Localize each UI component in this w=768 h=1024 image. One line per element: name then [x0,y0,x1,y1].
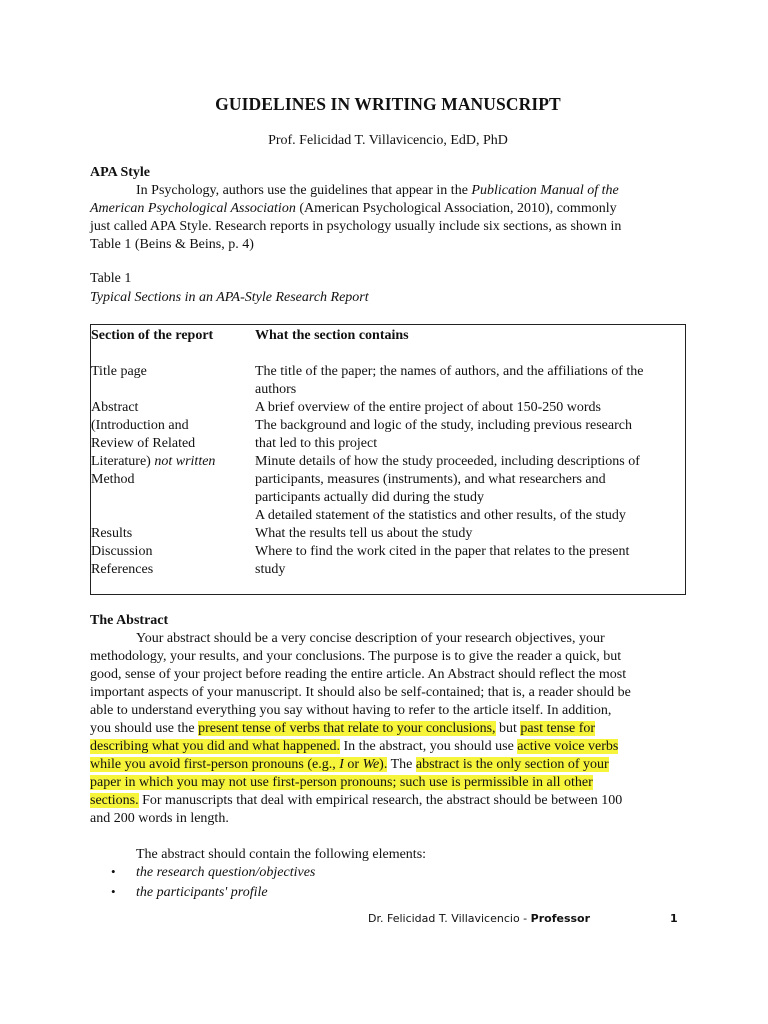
apa-style-heading: APA Style [90,165,151,180]
highlighted-text: paper in which you may not use first-person pronouns; such use is permissible in all other [90,775,593,790]
abstract-line [90,792,686,810]
table-section-cell [91,453,215,471]
text-run: you should use the [90,721,199,736]
text-run: Abstract [91,400,139,415]
table-contents-cell: The background and logic of the study, including previous research [255,418,632,433]
highlighted-text: active voice verbs [517,739,619,754]
abstract-line [90,810,686,828]
text-run: good, sense of your project before reading the entire article. An Abstract should reflect the most [90,667,627,682]
table-contents-cell: participants actually did during the study [255,490,485,505]
abstract-line [90,774,686,792]
abstract-element-item [111,882,315,902]
highlighted-text: past tense for [520,721,596,736]
apa-style-paragraph [90,182,686,254]
text-run: and 200 words in length. [90,811,229,826]
highlighted-text: present tense of verbs that relate to your conclusions, [198,721,496,736]
text-run: For manuscripts that deal with empirical research, the abstract should be between 100 [138,793,623,808]
highlighted-text: describing what you did and what happened. [90,739,340,754]
author-line: Prof. Felicidad T. Villavicencio, EdD, PhD [268,133,508,148]
table-header-contents: What the section contains [255,328,409,343]
table-contents-cell: participants, measures (instruments), and what researchers and [255,472,606,487]
text-run: American Psychological Association [90,201,296,216]
table-contents-cell: Where to find the work cited in the paper that relates to the present [255,544,630,559]
table-section-cell [91,543,152,561]
apa-line [90,182,686,200]
abstract-line [90,756,686,774]
abstract-elements-list [111,862,315,902]
text-run: Literature) [91,454,155,469]
highlighted-text: or [343,757,363,772]
highlighted-text: while you avoid first-person pronouns (e.g., [90,757,340,772]
text-run: important aspects of your manuscript. It should also be self-contained; that is, a reader should be [90,685,631,700]
highlighted-text: sections. [90,793,139,808]
text-run: just called APA Style. Research reports in psychology usually include six sections, as shown in [90,219,622,234]
highlighted-text: ). [379,757,388,772]
table-section-cell [91,471,135,489]
text-run: In the abstract, you should use [340,739,518,754]
highlighted-text: abstract is the only section of your [415,757,609,772]
abstract-heading: The Abstract [90,613,169,628]
abstract-line [90,702,686,720]
text-run: Results [91,526,133,541]
text-run: In Psychology, authors use the guidelines that appear in the [136,183,472,198]
abstract-element-text: the participants' profile [136,885,268,900]
highlighted-text: We [362,757,380,772]
table-section-cell [91,417,189,435]
text-run: not written [154,454,216,469]
apa-line [90,218,686,236]
table-section-cell [91,435,195,453]
sections-table [90,324,686,595]
abstract-line [90,738,686,756]
text-run: Your abstract should be a very concise description of your research objectives, your [136,631,605,646]
abstract-elements-intro: The abstract should contain the following elements: [136,847,427,862]
table-contents-cell: A detailed statement of the statistics and other results, of the study [255,508,626,523]
abstract-element-text: the research question/objectives [136,865,316,880]
abstract-element-item [111,862,315,882]
footer-author-role: Professor [530,912,591,925]
bullet-icon: • [111,884,116,899]
apa-line [90,236,686,254]
page-number: 1 [670,912,678,925]
text-run: methodology, your results, and your conclusions. The purpose is to give the reader a quick, but [90,649,622,664]
table-caption: Typical Sections in an APA-Style Research Report [90,290,369,305]
text-run: able to understand everything you say without having to refer to the article itself. In addition, [90,703,612,718]
abstract-line [90,648,686,666]
table-contents-cell: authors [255,382,297,397]
abstract-line [90,666,686,684]
table-section-cell [91,399,138,417]
table-contents-cell: that led to this project [255,436,378,451]
text-run: The [387,757,416,772]
text-run: Title page [91,364,147,379]
abstract-line [90,684,686,702]
text-run: References [91,562,154,577]
table-contents-cell: study [255,562,286,577]
footer-author-name: Dr. Felicidad T. Villavicencio [368,912,520,925]
abstract-paragraph [90,630,686,828]
table-contents-cell: A brief overview of the entire project of about 150-250 words [255,400,602,415]
table-section-cell [91,525,132,543]
text-run: Review of Related [91,436,196,451]
table-section-cell [91,363,147,381]
text-run: Table 1 (Beins & Beins, p. 4) [90,237,254,252]
text-run: (American Psychological Association, 2010), commonly [295,201,617,216]
text-run: Method [91,472,135,487]
table-contents-cell: What the results tell us about the study [255,526,473,541]
text-run: Discussion [91,544,153,559]
text-run: but [495,721,521,736]
bullet-icon: • [111,864,116,879]
abstract-line [90,720,686,738]
table-contents-cell: The title of the paper; the names of authors, and the affiliations of the [255,364,644,379]
table-contents-cell: Minute details of how the study proceeded, including descriptions of [255,454,640,469]
document-title: GUIDELINES IN WRITING MANUSCRIPT [215,94,561,114]
apa-line [90,200,686,218]
table-header-section: Section of the report [91,328,214,343]
abstract-line [90,630,686,648]
table-label: Table 1 [90,271,132,286]
text-run: Publication Manual of the [471,183,619,198]
table-section-cell [91,561,153,579]
footer-author: Dr. Felicidad T. Villavicencio - Professor [368,912,591,925]
text-run: (Introduction and [91,418,189,433]
highlighted-text: I [339,757,344,772]
